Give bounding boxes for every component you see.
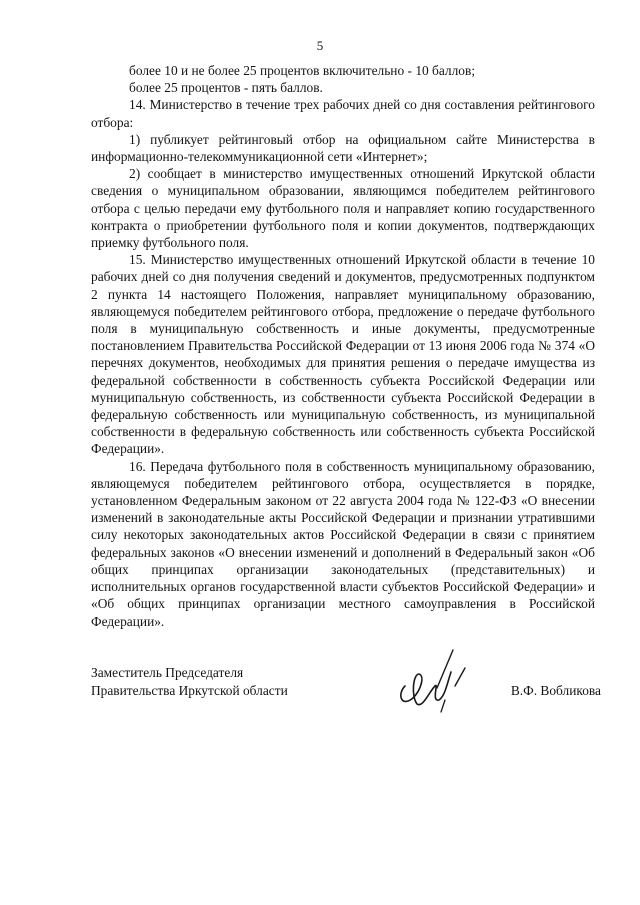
paragraph-14: 14. Министерство в течение трех рабочих дней со дня составления рейтингового отбора: bbox=[91, 97, 595, 130]
signature-block bbox=[91, 664, 601, 744]
page-number: 5 bbox=[316, 38, 324, 53]
paragraph-16: 16. Передача футбольного поля в собственность муниципальному образованию, являющемуся победителем рейтингового отбора, осуществляется в порядке, установленном Федеральным законом от 22 августа 2004 года № 122-ФЗ «О внесении изменений в законодательные акты Российской Федерации и признании утратившими силу некоторых законодательных актов Российской Федерации в связи с принятием федеральных законов «О внесении изменений и дополнений в Федеральный закон «Об общих принципах организации законодательных (представительных) и исполнительных органов государственной власти субъектов Российской Федерации» и «Об общих принципах организации местного самоуправления в Российской Федерации». bbox=[91, 458, 595, 629]
paragraph-14-1: 1) публикует рейтинговый отбор на официальном сайте Министерства в информационно-телекоммуникационной сети «Интернет»; bbox=[91, 131, 595, 165]
document-body bbox=[91, 62, 595, 630]
handwritten-signature-icon bbox=[391, 646, 481, 728]
paragraph-15: 15. Министерство имущественных отношений Иркутской области в течение 10 рабочих дней со дня получения сведений и документов, предусмотренных подпунктом 2 пункта 14 настоящего Положения, направляет муниципальному образованию, являющемуся победителем рейтингового отбора, предложение о передаче футбольного поля в муниципальную собственность и иные документы, предусмотренные постановлением Правительства Российской Федерации от 13 июня 2006 года № 374 «О перечнях документов, необходимых для принятия решения о передаче имущества из федеральной собственности в собственность субъекта Российской Федерации или муниципальную собственность, из собственности субъекта Российской Федерации в федеральную собственность или муниципальную собственность, из муниципальной собственности в федеральную собственность или собственность субъекта Российской Федерации». bbox=[91, 252, 595, 457]
signer-title-line-1: Заместитель Председателя bbox=[91, 665, 244, 680]
paragraph-score-10: более 10 и не более 25 процентов включительно - 10 баллов; bbox=[129, 63, 476, 78]
signer-title-line-2: Правительства Иркутской области bbox=[91, 683, 288, 698]
paragraph-14-2: 2) сообщает в министерство имущественных отношений Иркутской области сведения о муниципальном образовании, являющимся победителем рейтингового отбора с целью передачи ему футбольного поля и направляет копию государственного контракта о приобретении футбольного поля и копии документов, подтверждающих приемку футбольного поля. bbox=[91, 166, 595, 251]
signer-name: В.Ф. Вобликова bbox=[510, 683, 601, 698]
paragraph-score-5: более 25 процентов - пять баллов. bbox=[129, 80, 323, 96]
signer-title bbox=[91, 664, 288, 700]
